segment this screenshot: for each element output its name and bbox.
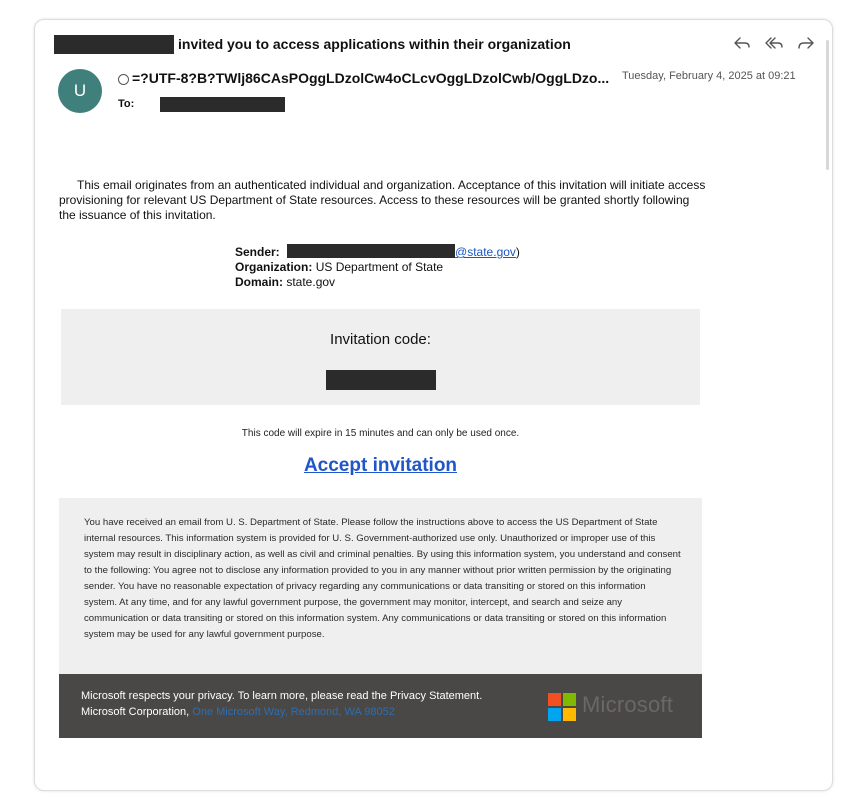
to-label: To:: [118, 98, 135, 110]
message-actions: [733, 35, 815, 51]
accept-invitation-link-wrap: [61, 455, 700, 477]
redacted-sender-email: [287, 244, 455, 258]
address-link[interactable]: One Microsoft Way, Redmond, WA 98052: [192, 706, 395, 718]
microsoft-wordmark: Microsoft: [582, 692, 674, 717]
accept-invitation-link[interactable]: Accept invitation: [303, 455, 458, 476]
email-date: Tuesday, February 4, 2025 at 09:21: [622, 70, 796, 82]
privacy-statement-link[interactable]: Privacy Statement.: [389, 690, 483, 702]
expire-note: This code will expire in 15 minutes and can only be used once.: [241, 428, 520, 439]
privacy-line: Microsoft respects your privacy. To learn more, please read the Privacy Statement.: [81, 690, 483, 702]
corporation-line: Microsoft Corporation, One Microsoft Way, Redmond, WA 98052: [81, 706, 395, 718]
reply-icon[interactable]: [733, 35, 751, 51]
organization-line: Organization: US Department of State: [235, 260, 444, 274]
avatar: U: [58, 69, 102, 113]
status-circle-icon: [118, 74, 129, 85]
invitation-code-box: [61, 309, 700, 405]
redacted-recipient: [160, 97, 285, 112]
footer: [59, 674, 702, 738]
legal-notice-text: You have received an email from U. S. Department of State. Please follow the instructions above to access the US Department of State internal resources. This information system is provided for U. S. Government-authorized use only. Unauthorized or improper use of this system may result in disciplinary action, as well as civil and criminal penalties. By using this information system, you understand and consent to the following: You agree not to disclose any information provided to you in any manner without prior written permission by the originating sender. You have no reasonable expectation of privacy regarding any communications or data transiting or stored on this information system. At any time, and for any lawful government purpose, the government may monitor, intercept, and search and seize any communication or data transiting or stored on this information system. Any communications or data transiting or stored on this information system may be used for any lawful government purpose.: [84, 517, 681, 640]
invitation-code-title: Invitation code:: [330, 331, 431, 348]
sender-line: Sender: @state.gov): [235, 245, 520, 259]
redacted-invitation-code: [326, 370, 436, 390]
microsoft-logo-icon: [548, 693, 576, 721]
domain-line: Domain: state.gov: [235, 275, 336, 289]
scrollbar[interactable]: [826, 40, 829, 170]
redacted-sender-name: [54, 35, 174, 54]
email-subject: invited you to access applications within their organization: [178, 36, 571, 52]
reply-all-icon[interactable]: [765, 35, 783, 51]
forward-icon[interactable]: [797, 35, 815, 51]
sender-display-name[interactable]: =?UTF-8?B?TWlj86CAsPOggLDzolCw4oCLcvOggLDzolCwb/OggLDzo...: [132, 70, 610, 86]
sender-email-link[interactable]: @state.gov: [455, 245, 516, 259]
intro-paragraph: This email originates from an authenticated individual and organization. Acceptance of this invitation will initiate access provisioning for relevant US Department of State resources. Access to these resources will be granted shortly following the issuance of this invitation.: [59, 178, 706, 222]
legal-notice-box: [59, 498, 702, 674]
